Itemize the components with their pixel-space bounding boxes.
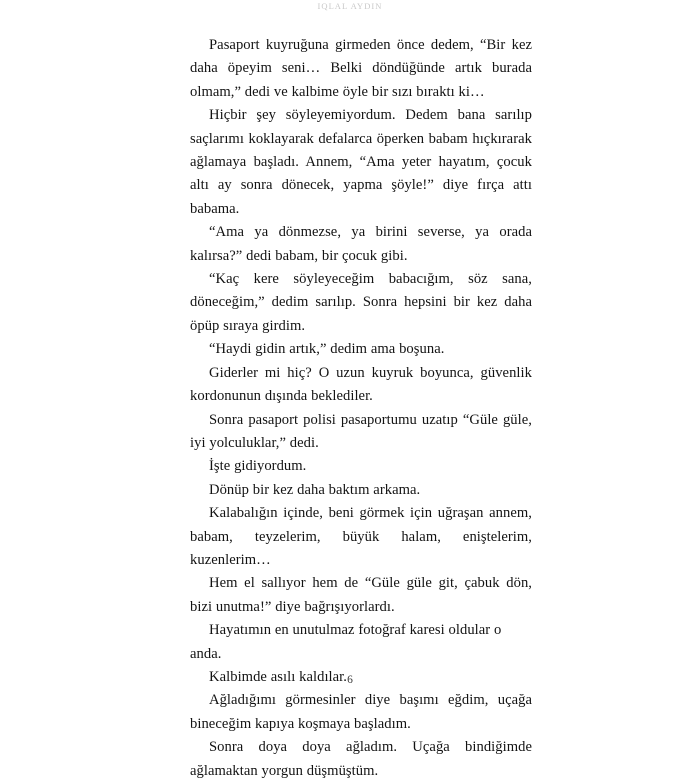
paragraph: “Haydi gidin artık,” dedim ama boşuna. <box>209 341 445 358</box>
paragraph: Giderler mi hiç? O uzun kuyruk boyunca, güvenlik kordonunun dışında beklediler. <box>190 364 532 405</box>
page-number: 6 <box>347 674 353 686</box>
paragraph: Kalbimde asılı kaldılar. <box>209 668 347 685</box>
paragraph: Sonra pasaport polisi pasaportumu uzatıp “Güle güle, iyi yolculuklar,” dedi. <box>190 411 532 451</box>
paragraph: Dönüp bir kez daha baktım arkama. <box>209 481 421 498</box>
body-text-block <box>190 34 532 783</box>
paragraph: “Ama ya dönmezse, ya birini severse, ya orada kalırsa?” dedi babam, bir çocuk gibi. <box>190 224 532 264</box>
paragraph: Kalabalığın içinde, beni görmek için uğraşan annem, babam, teyzelerim, büyük halam, eniştelerim, kuzenlerim… <box>190 505 532 568</box>
running-head: IQLAL AYDIN <box>317 1 383 11</box>
paragraph: İşte gidiyordum. <box>209 458 307 475</box>
paragraph: Ağladığımı görmesinler diye başımı eğdim, uçağa bineceğim kapıya koşmaya başladım. <box>190 692 532 732</box>
paragraph: Sonra doya doya ağladım. Uçağa bindiğimde ağlamaktan yorgun düşmüştüm. <box>190 739 532 779</box>
paragraph: “Kaç kere söyleyeceğim babacığım, söz sana, döneceğim,” dedim sarılıp. Sonra hepsini bir kez daha öpüp sıraya girdim. <box>190 271 532 334</box>
paragraph: Hiçbir şey söyleyemiyordum. Dedem bana sarılıp saçlarımı koklayarak defalarca öperken babam hıçkırarak ağlamaya başladı. Annem, “Ama yeter hayatım, çocuk altı ay sonra dönecek, yapma şöyle!” diye fırça attı babama. <box>190 107 532 217</box>
paragraph: Pasaport kuyruğuna girmeden önce dedem, “Bir kez daha öpeyim seni… Belki döndüğünde artık burada olmam,” dedi ve kalbime öyle bir sızı bıraktı ki… <box>190 37 532 100</box>
paragraph: Hem el sallıyor hem de “Güle güle git, çabuk dön, bizi unutma!” diye bağrışıyorlardı. <box>190 575 532 615</box>
paragraph: Hayatımın en unutulmaz fotoğraf karesi oldular o anda. <box>190 622 502 662</box>
